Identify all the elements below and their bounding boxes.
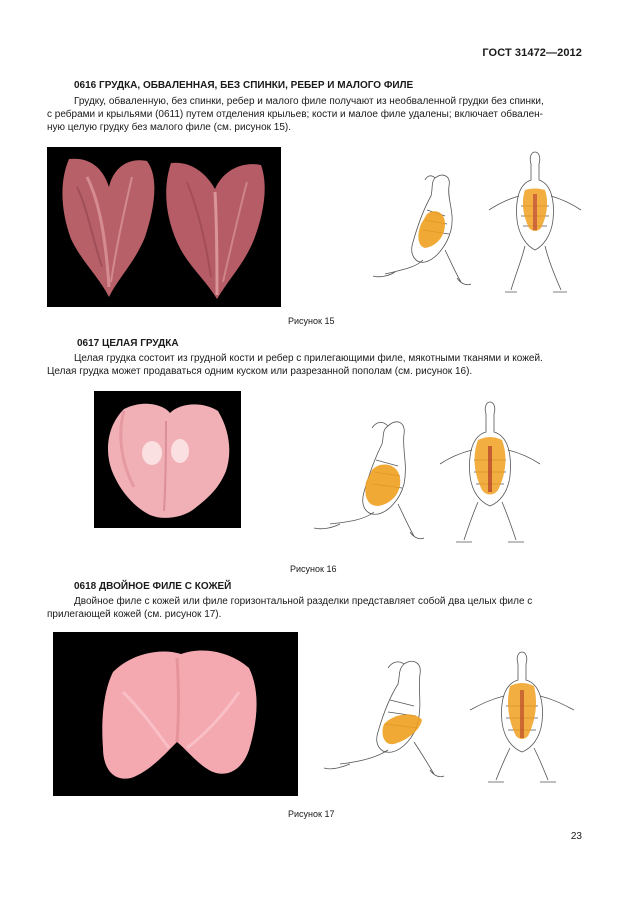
figure-caption-16: Рисунок 16 (290, 564, 337, 574)
figure-16-photo (94, 391, 241, 528)
section-text-0616 (47, 95, 583, 134)
section-text-0618 (47, 595, 583, 621)
text-line: прилегающей кожей (см. рисунок 17). (47, 609, 222, 620)
text-line: Двойное филе с кожей или филе горизонтальной разделки представляет собой два целых филе с (74, 596, 533, 607)
text-line: Целая грудка может продаваться одним куском или разрезанной пополам (см. рисунок 16). (47, 366, 473, 377)
figure-caption-17: Рисунок 17 (288, 809, 335, 819)
highlight-region (382, 714, 422, 744)
figure-15-diagram (365, 150, 585, 298)
document-header: ГОСТ 31472—2012 (482, 47, 582, 59)
chicken-skeleton-diagram (365, 150, 585, 298)
chicken-skeleton-diagram (310, 400, 580, 545)
whole-breast-image (94, 391, 241, 528)
chicken-skeleton-diagram (322, 650, 580, 785)
section-heading-0616: 0616 ГРУДКА, ОБВАЛЕННАЯ, БЕЗ СПИНКИ, РЕБЕР И МАЛОГО ФИЛЕ (74, 80, 414, 91)
section-heading-0617: 0617 ЦЕЛАЯ ГРУДКА (77, 338, 179, 349)
text-line: Целая грудка состоит из грудной кости и ребер с прилегающими филе, мякотными тканями и кожей. (74, 353, 543, 364)
page-number: 23 (570, 831, 582, 842)
section-text-0617 (47, 352, 583, 378)
figure-17-diagram (322, 650, 580, 785)
text-line: с ребрами и крыльями (0611) путем отделения крыльев; кости и малое филе удалены; включает обвален- (47, 109, 543, 120)
figure-15-photo (47, 147, 281, 307)
figure-16-diagram (310, 400, 580, 545)
boneless-breast-image (47, 147, 281, 307)
figure-17-photo (53, 632, 298, 796)
text-line: ную целую грудку без малого филе (см. рисунок 15). (47, 122, 292, 133)
double-fillet-image (53, 632, 298, 796)
text-line: Грудку, обваленную, без спинки, ребер и малого филе получают из необваленной грудки без спинки, (74, 96, 544, 107)
section-heading-0618: 0618 ДВОЙНОЕ ФИЛЕ С КОЖЕЙ (74, 581, 232, 592)
figure-caption-15: Рисунок 15 (288, 316, 335, 326)
highlight-region (418, 211, 445, 248)
